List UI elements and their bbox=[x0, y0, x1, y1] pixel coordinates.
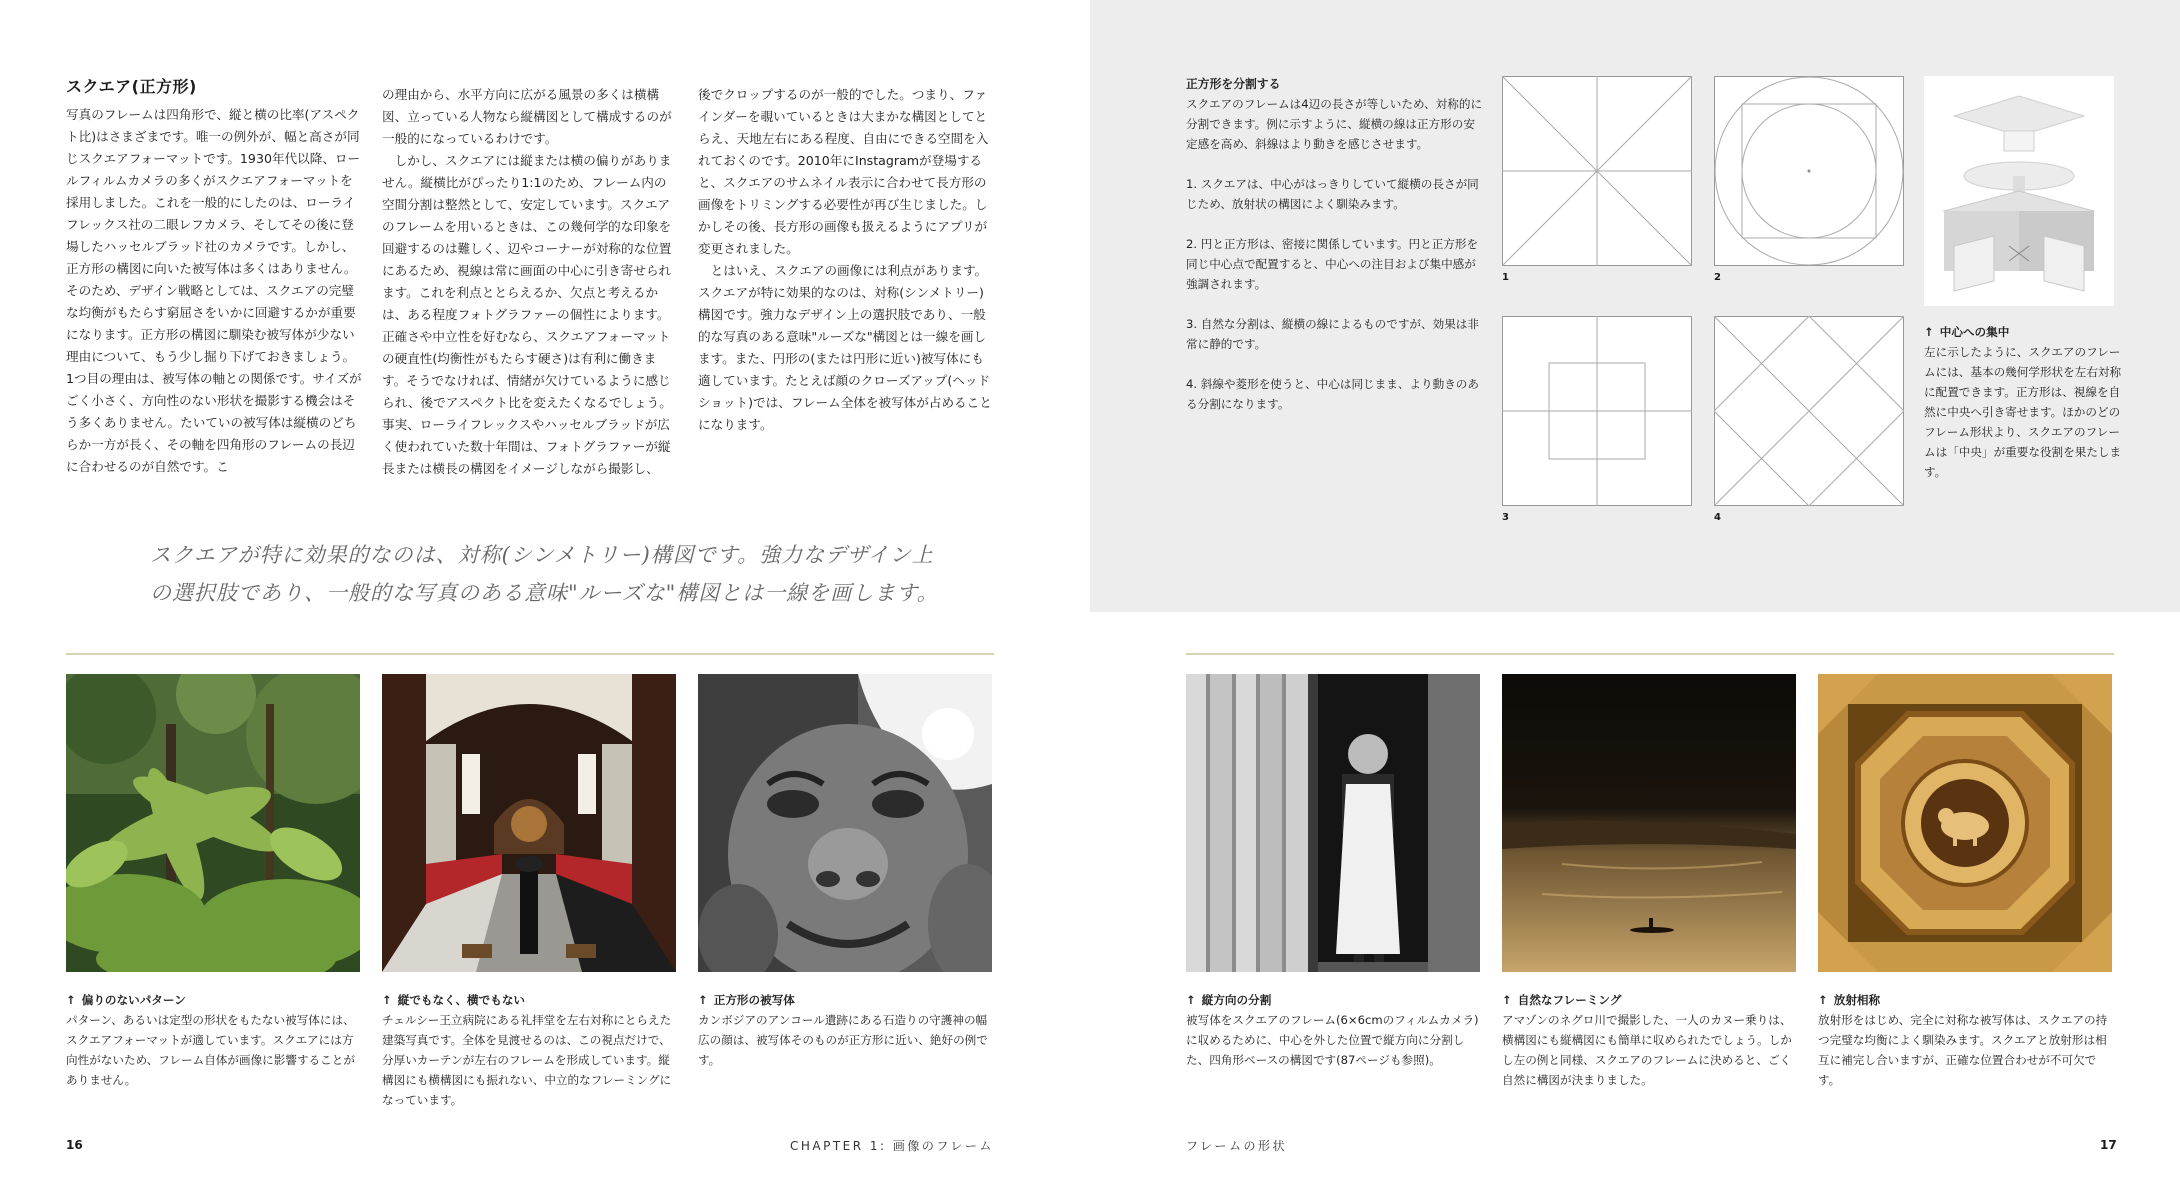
photo-woman-doorway bbox=[1186, 674, 1480, 972]
center-focus-caption bbox=[1924, 322, 2124, 482]
caption-text: 左に示したように、スクエアのフレームには、基本の幾何学形状を左右対称に配置できます。正方形は、視線を自然に中央へ引き寄せます。ほかのどのフレーム形状より、スクエアのフレームは「中央」が重要な役割を果たします。 bbox=[1924, 345, 2122, 479]
split-item: 4. 斜線や菱形を使うと、中心は同じまま、より動きのある分割になります。 bbox=[1186, 377, 1479, 411]
body-column-2 bbox=[382, 84, 678, 480]
diagram-number: 1 bbox=[1502, 272, 1509, 283]
caption-text: カンボジアのアンコール遺跡にある石造りの守護神の幅広の顔は、被写体そのものが正方形に近い、絶好の例です。 bbox=[698, 1013, 988, 1067]
render-center-focus bbox=[1924, 76, 2114, 306]
diagram-number: 2 bbox=[1714, 272, 1721, 283]
split-item: 2. 円と正方形は、密接に関係しています。円と正方形を同じ中心点で配置すると、中心への注目および集中感が強調されます。 bbox=[1186, 237, 1479, 291]
photo-jungle-ferns bbox=[66, 674, 360, 972]
divider-rule bbox=[66, 653, 994, 655]
photo-chapel-interior bbox=[382, 674, 676, 972]
caption-title: ↑ 自然なフレーミング bbox=[1502, 993, 1622, 1007]
split-title: 正方形を分割する bbox=[1186, 77, 1281, 91]
section-title: スクエア(正方形) bbox=[66, 77, 197, 96]
caption-text: 被写体をスクエアのフレーム(6×6cmのフィルムカメラ)に収めるために、中心を外した位置で縦方向に分割した、四角形ベースの構図です(87ページも参照)。 bbox=[1186, 1013, 1479, 1067]
caption-title: ↑ 縦でもなく、横でもない bbox=[382, 993, 526, 1007]
caption-title: ↑ 縦方向の分割 bbox=[1186, 993, 1272, 1007]
diagram-diagonal-division bbox=[1714, 316, 1904, 506]
page-number: 17 bbox=[2100, 1138, 2117, 1152]
photo-caption bbox=[1818, 990, 2112, 1090]
split-intro: スクエアのフレームは4辺の長さが等しいため、対称的に分割できます。例に示すように、縦横の線は正方形の安定感を高め、斜線はより動きを感じさせます。 bbox=[1186, 97, 1483, 151]
caption-text: パターン、あるいは定型の形状をもたない被写体には、スクエアフォーマットが適しています。スクエアには方向性がないため、フレーム自体が画像に影響することがありません。 bbox=[66, 1013, 355, 1087]
photo-caption bbox=[382, 990, 676, 1110]
photo-caption bbox=[66, 990, 360, 1090]
caption-title: ↑ 偏りのないパターン bbox=[66, 993, 186, 1007]
caption-text: チェルシー王立病院にある礼拝堂を左右対称にとらえた建築写真です。全体を見渡せるのは、この視点だけで、分厚いカーテンが左右のフレームを形成しています。縦構図にも横構図にも振れない、中立的なフレーミングになっています。 bbox=[382, 1013, 672, 1107]
body-column-3 bbox=[698, 84, 994, 436]
arrow-up-icon: ↑ bbox=[1502, 993, 1512, 1007]
right-page bbox=[1090, 0, 2180, 1200]
body-paragraph: 写真のフレームは四角形で、縦と横の比率(アスペクト比)はさまざまです。唯一の例外が、幅と高さが同じスクエアフォーマットです。1930年代以降、ロールフィルムカメラの多くがスクエアフォーマットを採用しました。これを一般的にしたのは、ローライフレックス社の二眼レフカメラ、そしてその後に登場したハッセルブラッド社のカメラです。しかし、正方形の構図に向いた被写体は多くはありません。そのため、デザイン戦略としては、スクエアの完璧な均衡がもたらす窮屈さをいかに回避するかが重要になります。正方形の構図に馴染む被写体が少ない理由について、もう少し掘り下げておきましょう。1つ目の理由は、被写体の軸との関係です。サイズがごく小さく、方向性のない形状を撮影する機会はそう多くありません。たいていの被写体は縦横のどちらか一方が長く、その軸を四角形のフレームの長辺に合わせるのが自然です。こ bbox=[66, 107, 362, 474]
arrow-up-icon: ↑ bbox=[1818, 993, 1828, 1007]
body-paragraph: しかし、スクエアには縦または横の偏りがありません。縦横比がぴったり1:1のため、フレーム内の空間分割は整然として、安定しています。スクエアのフレームを用いるときは、この幾何学的な印象を回避するのは難しく、辺やコーナーが対称的な位置にあるため、視線は常に画面の中心に引き寄せられます。これを利点ととらえるか、欠点と考えるかは、ある程度フォトグラファーの個性によります。正確さや中立性を好むなら、スクエアフォーマットの硬直性(均衡性がもたらす硬さ)は有利に働きます。そうでなければ、情緒が欠けているように感じられ、後でアスペクト比を変えたくなるでしょう。事実、ローライフレックスやハッセルブラッドが広く使われていた数十年間は、フォトグラファーが縦長または横長の構図をイメージしながら撮影し、 bbox=[382, 153, 672, 476]
arrow-up-icon: ↑ bbox=[1186, 993, 1196, 1007]
pull-quote: スクエアが特に効果的なのは、対称(シンメトリー)構図です。強力なデザイン上の選択肢であり、一般的な写真のある意味"ルーズな"構図とは一線を画します。 bbox=[150, 543, 939, 605]
split-item: 1. スクエアは、中心がはっきりしていて縦横の長さが同じため、放射状の構図によく馴染みます。 bbox=[1186, 177, 1479, 211]
divider-rule bbox=[1186, 653, 2114, 655]
photo-caption bbox=[698, 990, 992, 1070]
running-head: CHAPTER 1: 画像のフレーム bbox=[790, 1139, 994, 1153]
arrow-up-icon: ↑ bbox=[1924, 325, 1934, 339]
arrow-up-icon: ↑ bbox=[698, 993, 708, 1007]
split-item: 3. 自然な分割は、縦横の線によるものですが、効果は非常に静的です。 bbox=[1186, 317, 1479, 351]
photo-stone-face bbox=[698, 674, 992, 972]
body-paragraph: とはいえ、スクエアの画像には利点があります。スクエアが特に効果的なのは、対称(シンメトリー)構図です。強力なデザイン上の選択肢であり、一般的な写真のある意味"ルーズな"構図とは一線を画します。また、円形の(または円形に近い)被写体にも適しています。たとえば顔のクローズアップ(ヘッドショット)では、フレーム全体を被写体が占めることになります。 bbox=[698, 263, 992, 432]
split-square-text bbox=[1186, 74, 1486, 414]
caption-text: 放射形をはじめ、完全に対称な被写体は、スクエアの持つ完璧な均衡によく馴染みます。スクエアと放射形は相互に補完し合いますが、正確な位置合わせが不可欠です。 bbox=[1818, 1013, 2108, 1087]
caption-text: アマゾンのネグロ川で撮影した、一人のカヌー乗りは、横構図にも縦構図にも簡単に収められたでしょう。しかし左の例と同様、スクエアのフレームに決めると、ごく自然に構図が決まりました。 bbox=[1502, 1013, 1792, 1087]
diagram-number: 4 bbox=[1714, 512, 1721, 523]
running-head: フレームの形状 bbox=[1186, 1139, 1288, 1153]
body-paragraph: 後でクロップするのが一般的でした。つまり、ファインダーを覗いているときは大まかな構図としてとらえ、天地左右にある程度、自由にできる空間を入れておくのです。2010年にInstagramが登場すると、スクエアのサムネイル表示に合わせて長方形の画像をトリミングする必要性が再び生じました。しかしその後、長方形の画像も扱えるようにアプリが変更されました。 bbox=[698, 87, 989, 256]
diagram-grid-division bbox=[1502, 316, 1692, 506]
caption-title: ↑ 正方形の被写体 bbox=[698, 993, 795, 1007]
photo-caption bbox=[1502, 990, 1796, 1090]
caption-title: ↑ 中心への集中 bbox=[1924, 325, 2010, 339]
body-paragraph: の理由から、水平方向に広がる風景の多くは横構図、立っている人物なら縦構図として構成するのが一般的になっているわけです。 bbox=[382, 87, 672, 146]
photo-caption bbox=[1186, 990, 1480, 1070]
diagram-circle-square bbox=[1714, 76, 1904, 266]
page-number: 16 bbox=[66, 1138, 83, 1152]
photo-coffered-ceiling bbox=[1818, 674, 2112, 972]
diagram-radial-division bbox=[1502, 76, 1692, 266]
body-column-1 bbox=[66, 104, 362, 478]
photo-canoe-river bbox=[1502, 674, 1796, 972]
arrow-up-icon: ↑ bbox=[382, 993, 392, 1007]
diagram-number: 3 bbox=[1502, 512, 1509, 523]
arrow-up-icon: ↑ bbox=[66, 993, 76, 1007]
caption-title: ↑ 放射相称 bbox=[1818, 993, 1881, 1007]
